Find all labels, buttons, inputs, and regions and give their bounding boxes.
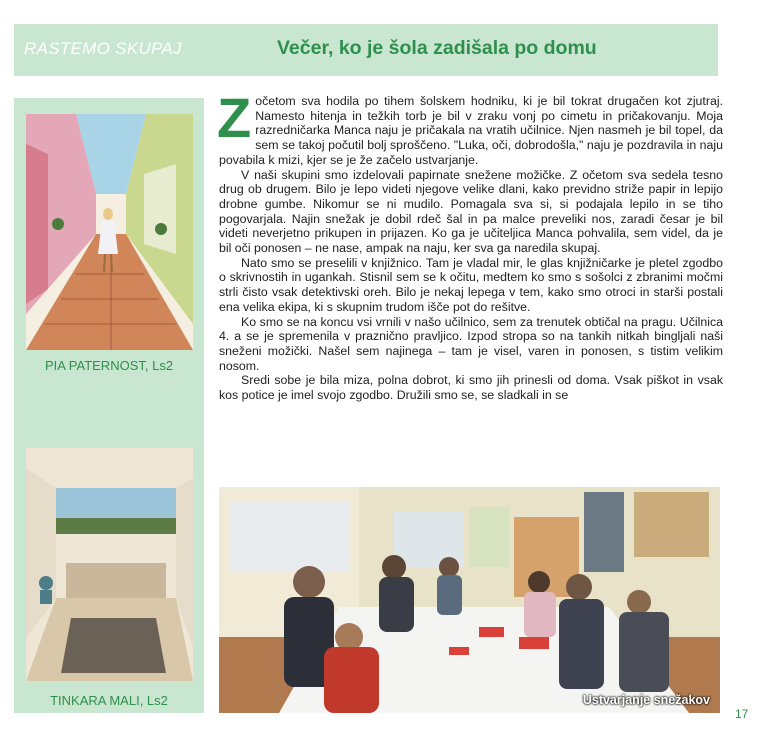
header-band [14,24,718,76]
classroom-photo [219,487,720,713]
artwork-caption: PIA PATERNOST, Ls2 [44,358,174,373]
artwork-column [14,98,204,713]
artwork-caption: TINKARA MALI, Ls2 [50,693,168,708]
article-paragraph: Zočetom sva hodila po tihem šolskem hodniku, ki je bil tokrat drugačen kot zjutraj. Namesto hitenja in težkih torb je bil v zraku vonj po cimetu in pričakovanju. Moja razredničarka Manca naju je pričakala na vratih učilnice. Njen nasmeh je bil topel, da sem se takoj počutil bolj sproščeno. "Luka, oči, dobrodošla," naju je pozdravila in naju povabila k mizi, kjer se je že začelo ustvarjanje. [217,86,723,167]
page-number: 17 [735,707,749,721]
drop-cap: Z [217,86,252,149]
artwork-courtyard-drawing [26,448,193,681]
article-title: Večer, ko je šola zadišala po domu [277,37,597,59]
artwork-corridor-drawing [26,114,193,350]
section-label: RASTEMO SKUPAJ [24,39,182,58]
article-body [217,86,723,403]
article-paragraph: V naši skupini smo izdelovali papirnate snežene možičke. Z očetom sva sedela tesno drug ob drugem. Bilo je lepo videti njegove velike dlani, kako previdno striže papir in lepijo drobne gumbe. Nikomur se ni mudilo. Pomagala sva si, si podajala lepilo in se tiho pogovarjala. Najin snežak je dobil rdeč šal in pa malce preveliki nos, zaradi česar je bil videti neverjetno prikupen in prijazen. Ko ga je učiteljica Manca pohvalila, sem videl, da je bil oči ponosen – ne nase, ampak na naju, ker sva ga naredila skupaj. [219,167,723,256]
article-paragraph: Sredi sobe je bila miza, polna dobrot, ki smo jih prinesli od doma. Vsak piškot in vsak kos potice je imel svojo zgodbo. Družili smo se, se sladkali in se [219,373,723,403]
article-paragraph: Ko smo se na koncu vsi vrnili v našo učilnico, sem za trenutek obtičal na pragu. Učilnica 4. a se je spremenila v praznično pravljico. Izpod stropa so na tankih nitkah bingljali naši sneženi možički. Našel sem najinega – tam je visel, varen in ponosen, s tistim velikim nosom. [219,314,723,373]
photo-caption: Ustvarjanje snežakov [582,693,710,707]
article-paragraph: Nato smo se preselili v knjižnico. Tam je vladal mir, le glas knjižničarke je pletel zgodbo o skrivnostih in ugankah. Stisnil sem se k očitu, medtem ko smo s sošolci z zbranimi močmi strli čisto vsak detektivski oreh. Bilo je nekaj lepega v tem, kako smo otroci in starši postali ena velika ekipa, ki s skupnim trudom išče pot do rešitve. [219,255,723,314]
